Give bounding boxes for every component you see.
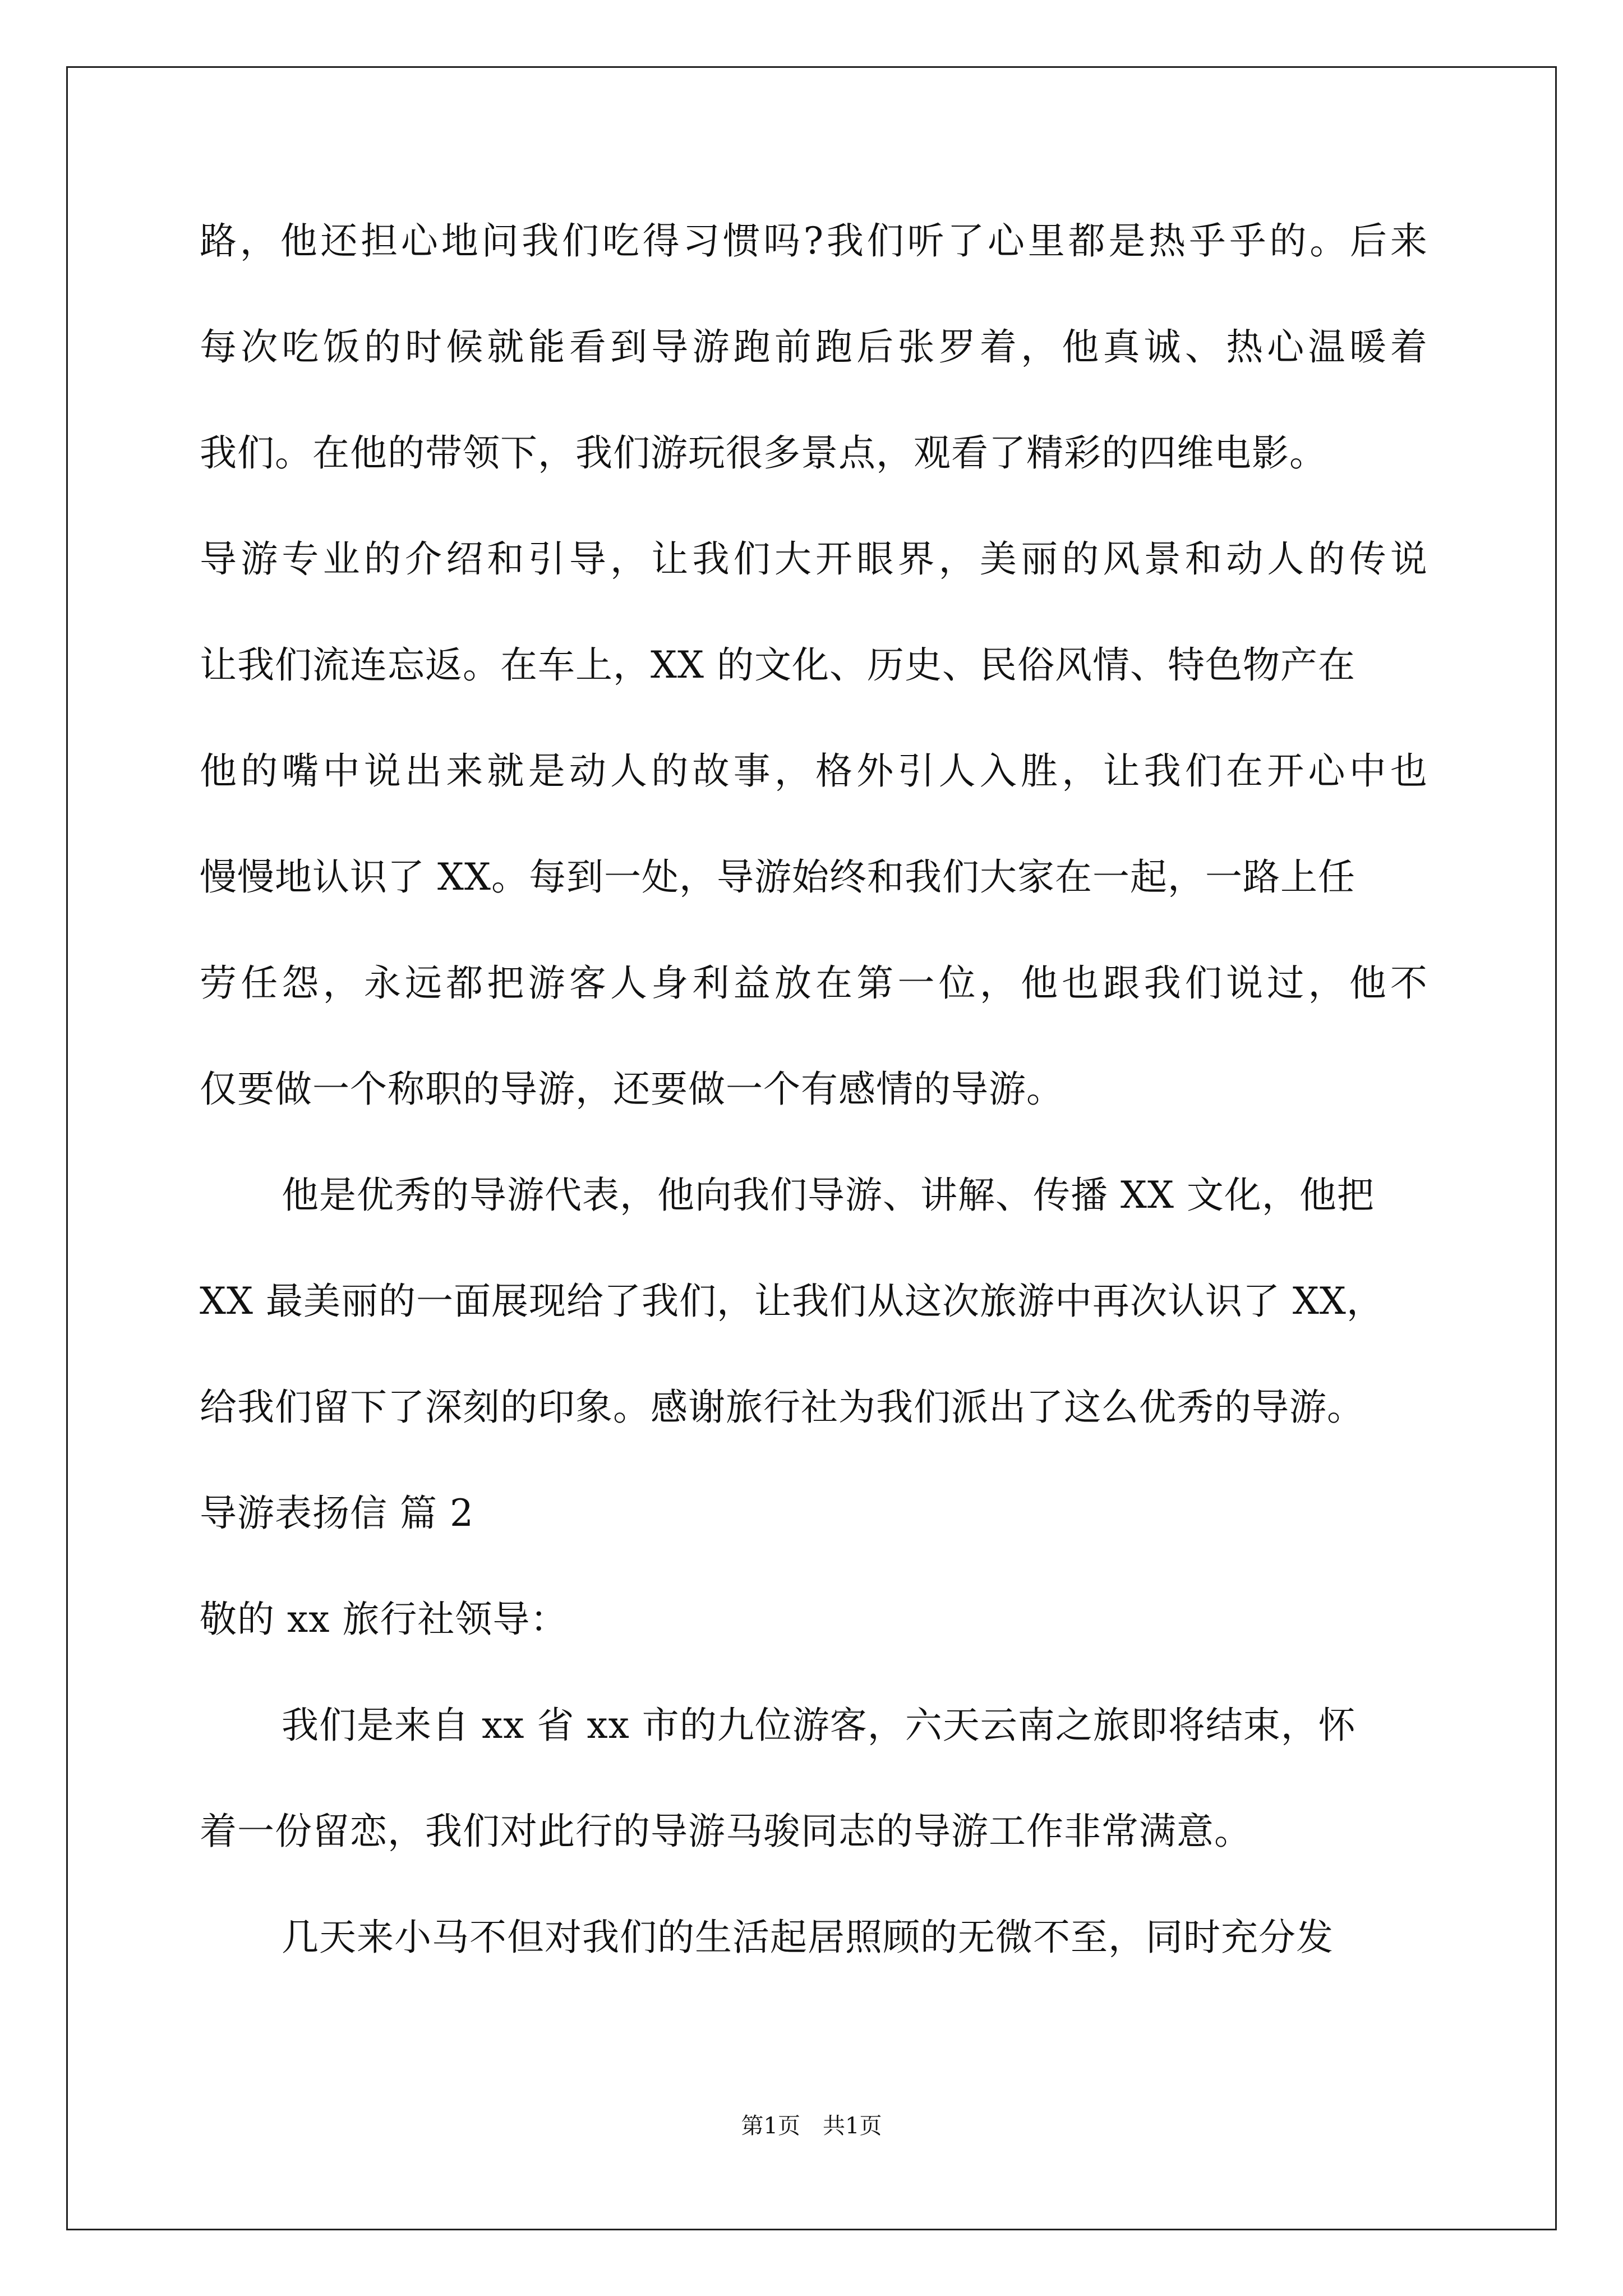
text-line-6: 他 的 嘴 中 说 出 来 就 是 动 人 的 故 事 ， 格 外 引 人 入 胜 ， 让 我 们 在 开 心 中 也 [200,749,1428,793]
section-heading: 导游表扬信 篇 2 [200,1492,474,1535]
text-line-1: 路 ， 他 还 担 心 地 问 我 们 吃 得 习 惯 吗 ? 我 们 听 了 心 里 都 是 热 乎 乎 的 。 后 来 [200,219,1428,263]
text-line-8: 劳 任 怨 ， 永 远 都 把 游 客 人 身 利 益 放 在 第 一 位 ， 他 也 跟 我 们 说 过 ， 他 不 [200,961,1428,1005]
text-line-2: 每 次 吃 饭 的 时 候 就 能 看 到 导 游 跑 前 跑 后 张 罗 着 ， 他 真 诚 、 热 心 温 暖 着 [200,325,1428,369]
text-line-15: 我们是来自 xx 省 xx 市的九位游客，六天云南之旅即将结束，怀 [282,1704,1356,1747]
page-footer [0,2110,1623,2142]
text-line-7: 慢慢地认识了 XX。每到一处，导游始终和我们大家在一起，一路上任 [200,855,1355,899]
text-line-17: 几天来小马不但对我们的生活起居照顾的无微不至，同时充分发 [282,1916,1334,1959]
text-line-11: XX 最美丽的一面展现给了我们，让我们从这次旅游中再次认识了 XX， [200,1280,1384,1323]
text-line-10: 他是优秀的导游代表，他向我们导游、讲解、传播 XX 文化，他把 [282,1174,1375,1217]
page-number: 第1页 [741,2113,800,2139]
text-line-9: 仅要做一个称职的导游，还要做一个有感情的导游。 [200,1068,1064,1111]
text-line-3: 我们。在他的带领下，我们游玩很多景点，观看了精彩的四维电影。 [200,431,1327,475]
text-line-5: 让我们流连忘返。在车上，XX 的文化、历史、民俗风情、特色物产在 [200,643,1355,687]
letter-salutation: 敬的 xx 旅行社领导： [200,1598,568,1641]
page-border [66,66,1557,2230]
text-line-4: 导 游 专 业 的 介 绍 和 引 导 ， 让 我 们 大 开 眼 界 ， 美 丽 的 风 景 和 动 人 的 传 说 [200,537,1428,581]
text-line-16: 着一份留恋，我们对此行的导游马骏同志的导游工作非常满意。 [200,1810,1252,1853]
text-line-12: 给我们留下了深刻的印象。感谢旅行社为我们派出了这么优秀的导游。 [200,1386,1364,1429]
page-total: 共1页 [823,2113,882,2139]
